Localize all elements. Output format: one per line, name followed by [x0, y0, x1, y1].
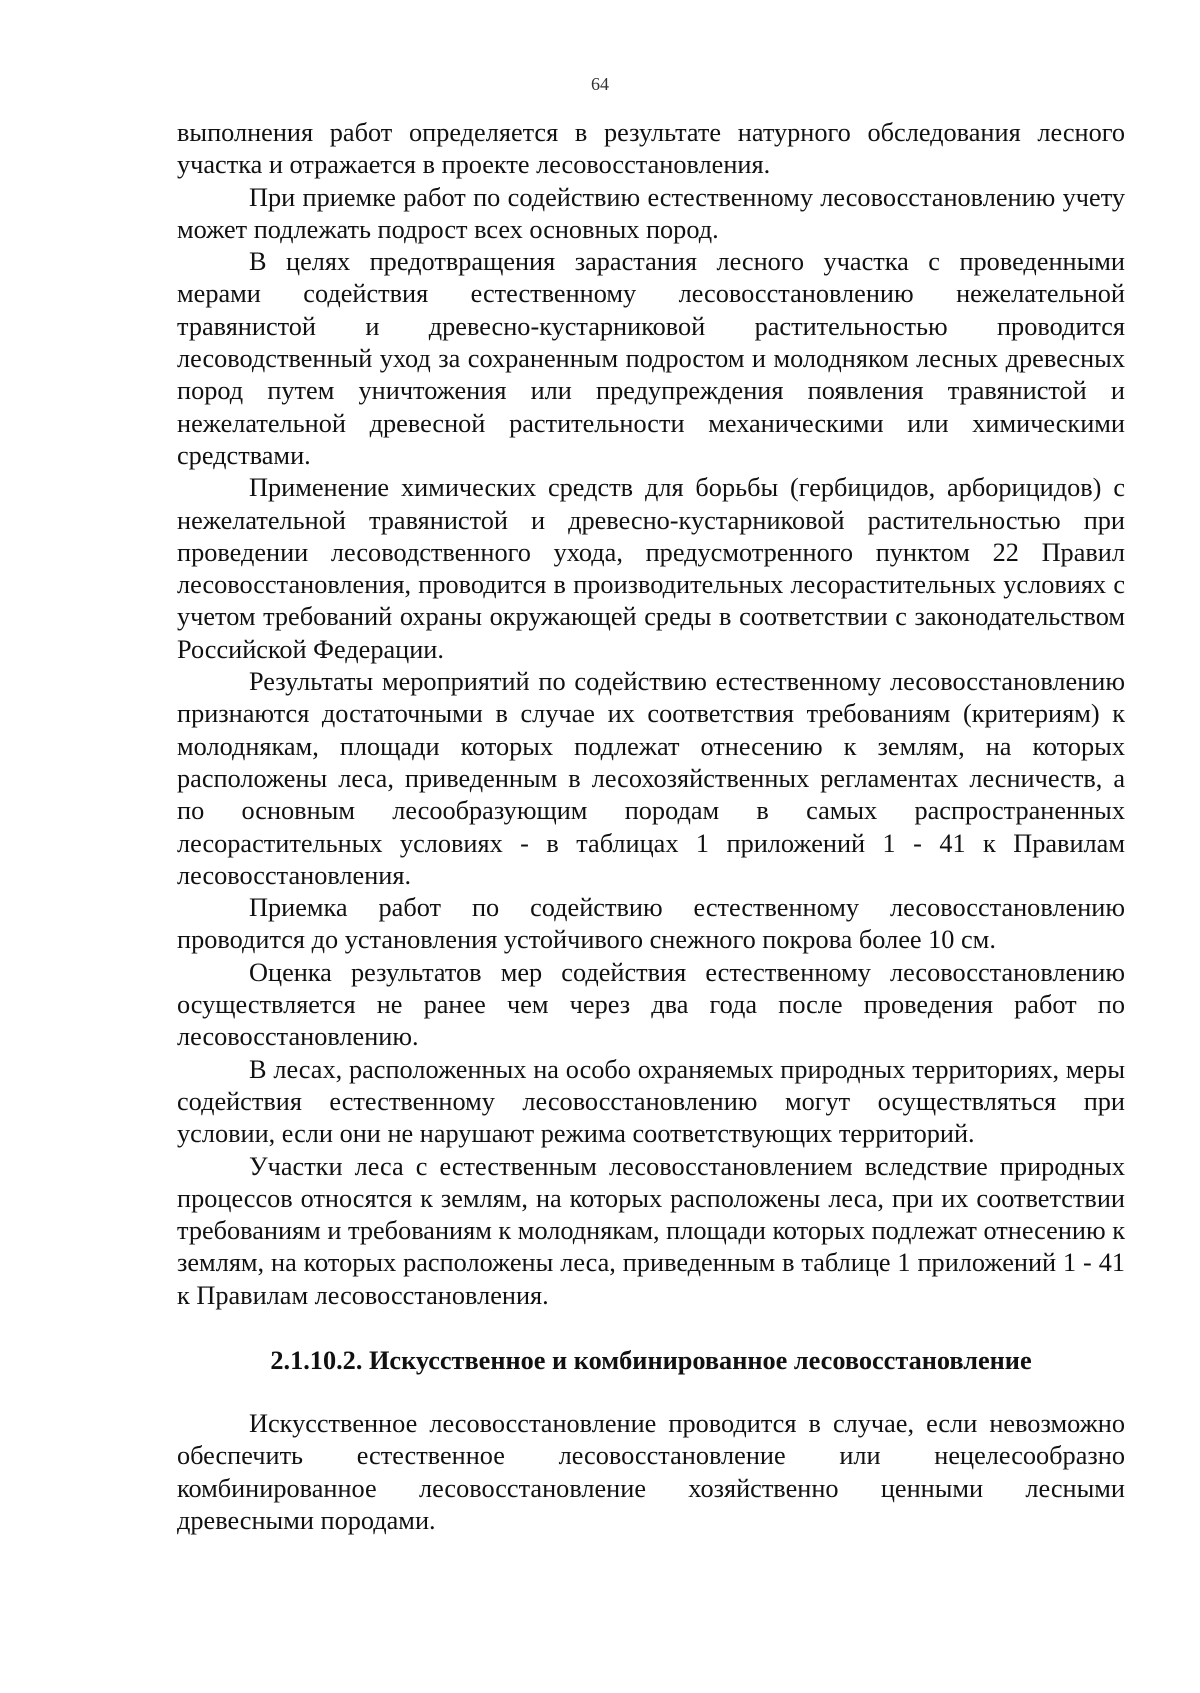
paragraph-continuation: выполнения работ определяется в результате натурного обследования лесного участка и отражается в проекте лесовосстановления.	[177, 118, 1125, 180]
page-number: 64	[591, 74, 609, 94]
paragraph-results-evaluation: Оценка результатов мер содействия естественному лесовосстановлению осуществляется не ранее чем через два года после проведения работ по лесовосстановлению.	[177, 957, 1125, 1052]
paragraph-artificial-reforestation: Искусственное лесовосстановление проводится в случае, если невозможно обеспечить естественное лесовосстановление или нецелесообразно комбинированное лесовосстановление хозяйственно ценными лесными древесными породами.	[177, 1408, 1125, 1535]
paragraph-acceptance-accounting: При приемке работ по содействию естественному лесовосстановлению учету может подлежать подрост всех основных пород.	[177, 182, 1125, 244]
paragraph-natural-processes: Участки леса с естественным лесовосстановлением вследствие природных процессов относятся к землям, на которых расположены леса, при их соответствии требованиям и требованиям к молоднякам, площади которых подлежат отнесению к землям, на которых расположены леса, приведенным в таблице 1 приложений 1 - 41 к Правилам лесовосстановления.	[177, 1151, 1125, 1310]
paragraph-chemical-means: Применение химических средств для борьбы (гербицидов, арборицидов) с нежелательной травянистой и древесно-кустарниковой растительностью при проведении лесоводственного ухода, предусмотренного пунктом 22 Правил лесовосстановления, проводится в производительных лесорастительных условиях с учетом требований охраны окружающей среды в соответствии с законодательством Российской Федерации.	[177, 473, 1125, 664]
paragraph-overgrowth-prevention: В целях предотвращения зарастания лесного участка с проведенными мерами содействия естественному лесовосстановлению нежелательной травянистой и древесно-кустарниковой растительностью проводится лесоводственный уход за сохраненным подростом и молодняком лесных древесных пород путем уничтожения или предупреждения появления травянистой и нежелательной древесной растительности механическими или химическими средствами.	[177, 247, 1125, 470]
section-heading: 2.1.10.2. Искусственное и комбинированное лесовосстановление	[270, 1345, 1032, 1375]
paragraph-results-sufficiency: Результаты мероприятий по содействию естественному лесовосстановлению признаются достаточными в случае их соответствия требованиям (критериям) к молоднякам, площади которых подлежат отнесению к землям, на которых расположены леса, приведенным в лесохозяйственных регламентах лесничеств, а по основным лесообразующим породам в самых распространенных лесорастительных условиях - в таблицах 1 приложений 1 - 41 к Правилам лесовосстановления.	[177, 667, 1125, 890]
paragraph-acceptance-timing: Приемка работ по содействию естественному лесовосстановлению проводится до установления устойчивого снежного покрова более 10 см.	[177, 893, 1125, 955]
paragraph-protected-territories: В лесах, расположенных на особо охраняемых природных территориях, меры содействия естественному лесовосстановлению могут осуществляться при условии, если они не нарушают режима соответствующих территорий.	[177, 1054, 1125, 1149]
document-body	[177, 117, 1125, 1537]
